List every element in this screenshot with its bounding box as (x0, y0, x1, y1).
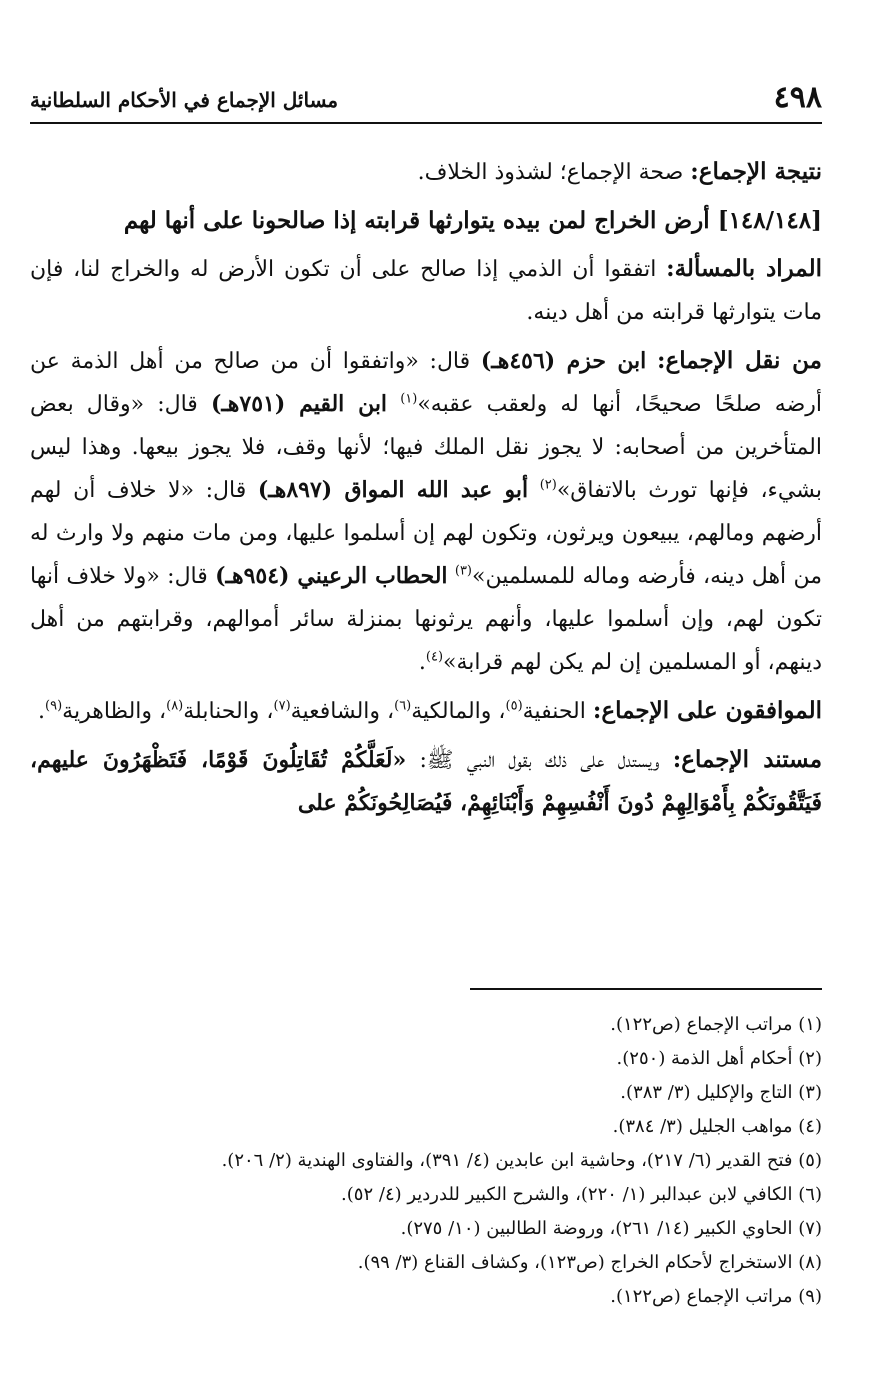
quote-ibn-alqayyim: قال: «وقال بعض المتأخرين من أصحابه: لا يجوز نقل الملك فيها؛ لأنها وقف، فلا يجوز بيعها. وهذا ليس بشيء، فإنها تورث بالاتفاق» (30, 392, 822, 503)
footnote-separator (470, 988, 822, 990)
footnotes (30, 1008, 822, 1314)
footnote-ref-8: (٨) (166, 698, 184, 714)
footnote-ref-1: (١) (400, 391, 418, 407)
paragraph-meaning (30, 247, 822, 334)
footnote-ref-7: (٧) (273, 698, 291, 714)
madhhab-maliki: ، والمالكية (411, 699, 506, 724)
label-meaning: المراد بالمسألة: (666, 255, 822, 282)
quote-alhattab: قال: «ولا خلاف أنها تكون لهم، وإن أسلموا عليها، وأنهم يرثونها بمنزلة سائر أموالهم، وقرابتهم من أهل دينهم، أو المسلمين إن لم يكن لهم قرابة» (30, 564, 822, 675)
footnote-ref-9: (٩) (45, 698, 63, 714)
footnote-2: (٢) أحكام أهل الذمة (٢٥٠). (616, 1048, 822, 1069)
basis-text: ويستدل على ذلك بقول النبي ﷺ: (419, 748, 660, 773)
quote-almawwaq: قال: «لا خلاف أن لهم أرضهم ومالهم، يبيعون ويرثون، وتكون لهم إن أسلموا عليها، ومن مات منهم ولا وارث له من أهل دينه، فأرضه وماله للمسلمين» (30, 478, 822, 589)
scholar-alhattab: الحطاب الرعيني (٩٥٤هـ) (215, 563, 448, 589)
paragraph-transmitters (30, 339, 822, 684)
footnote-ref-6: (٦) (394, 698, 412, 714)
result-text: صحة الإجماع؛ لشذوذ الخلاف. (417, 160, 684, 185)
main-text (30, 150, 822, 825)
page-number: ٤٩٨ (773, 80, 822, 115)
footnote-1: (١) مراتب الإجماع (ص١٢٢). (610, 1014, 822, 1035)
footnote-9: (٩) مراتب الإجماع (ص١٢٢). (610, 1286, 822, 1307)
running-title: مسائل الإجماع في الأحكام السلطانية (30, 88, 339, 112)
footnote-4: (٤) مواهب الجليل (٣/ ٣٨٤). (612, 1116, 822, 1137)
madhhab-hanbali: ، والحنابلة (183, 699, 274, 724)
footnote-ref-4: (٤) (425, 649, 444, 665)
label-agreeing: الموافقون على الإجماع: (592, 697, 822, 724)
paragraph-result (30, 150, 822, 194)
footnote-ref-5: (٥) (505, 698, 523, 714)
scholar-ibn-alqayyim: ابن القيم (٧٥١هـ) (210, 391, 388, 417)
footnote-7: (٧) الحاوي الكبير (١٤/ ٢٦١)، وروضة الطالبين (١٠/ ٢٧٥). (400, 1218, 822, 1239)
footnote-ref-3: (٣) (454, 563, 472, 579)
paragraph-agreeing (30, 689, 822, 733)
issue-heading: [١٤٨/١٤٨] أرض الخراج لمن بيده يتوارثها قرابته إذا صالحونا على أنها لهم (123, 207, 822, 234)
quote-ibn-hazm: قال: «واتفقوا أن من صالح من أهل الذمة عن أرضه صلحًا صحيحًا، أنها له ولعقب عقبه» (30, 349, 823, 417)
madhhab-hanafi: الحنفية (522, 699, 586, 724)
meaning-text: اتفقوا أن الذمي إذا صالح على أن تكون الأرض له والخراج لنا، فإن مات يتوارثها قرابته من أهل دينه. (30, 257, 822, 325)
hadith-text: «لَعَلَّكُمْ تُقَاتِلُونَ قَوْمًا، فَتَظْهَرُونَ عليهم، فَيَتَّقُونَكُمْ بِأَمْوَالِهِمْ دُونَ أَنْفُسِهِمْ وَأَبْنَائِهِمْ، فَيُصَالِحُونَكُمْ على (30, 747, 822, 816)
footnote-8: (٨) الاستخراج لأحكام الخراج (ص١٢٣)، وكشاف القناع (٣/ ٩٩). (357, 1252, 822, 1273)
label-transmitters: من نقل الإجماع: (657, 347, 823, 374)
label-result: نتيجة الإجماع: (690, 158, 822, 185)
page-header (30, 78, 822, 124)
scholar-ibn-hazm: ابن حزم (٤٥٦هـ) (480, 348, 647, 374)
madhhab-shafii: ، والشافعية (290, 699, 395, 724)
footnote-ref-2: (٢) (539, 477, 557, 493)
period: . (38, 699, 46, 724)
footnote-6: (٦) الكافي لابن عبدالبر (١/ ٢٢٠)، والشرح الكبير للدردير (٤/ ٥٢). (341, 1184, 822, 1205)
scholar-almawwaq: أبو عبد الله المواق (٨٩٧هـ) (257, 477, 529, 503)
footnote-3: (٣) التاج والإكليل (٣/ ٣٨٣). (620, 1082, 822, 1103)
label-basis: مستند الإجماع: (672, 746, 823, 773)
madhhab-zahiri: ، والظاهرية (62, 699, 167, 724)
paragraph-basis (30, 738, 822, 825)
period: . (418, 650, 426, 675)
footnote-5: (٥) فتح القدير (٦/ ٢١٧)، وحاشية ابن عابدين (٤/ ٣٩١)، والفتاوى الهندية (٢/ ٢٠٦). (221, 1150, 822, 1171)
